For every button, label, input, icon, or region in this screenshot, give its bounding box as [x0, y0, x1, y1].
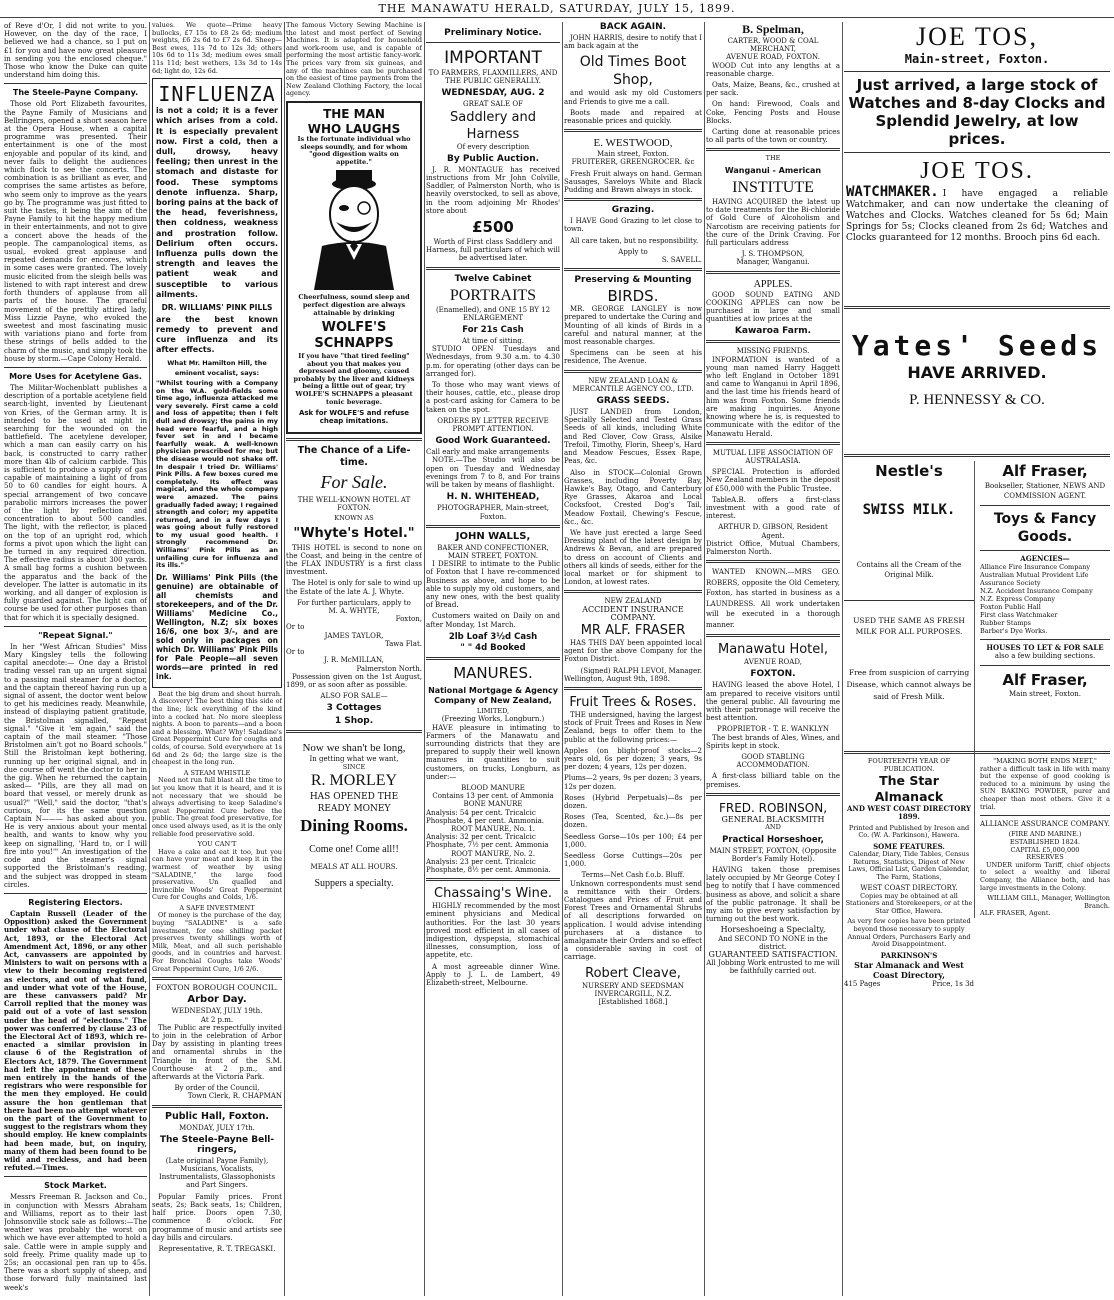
advert-title: Star Almanack and West Coast Directory, — [854, 959, 964, 980]
notice-title: Saddlery and Harness — [450, 109, 536, 142]
notice-title: Grazing. — [611, 205, 655, 216]
column-4 — [426, 22, 560, 1296]
advert-text: HOUSES TO LET & FOR SALE — [986, 643, 1104, 653]
notice-text: The best brands of Ales, Wines, and Spirits kept in stock. — [706, 733, 840, 750]
notice-title: Chassaing's Wine. — [434, 886, 552, 902]
notice-title: Robert Cleave, — [585, 965, 681, 981]
article-heading: More Uses for Acetylene Gas. — [9, 371, 142, 381]
notice-text: HAVING ACQUIRED the latest up to date treatments for the Bi-chloride of Gold Cure of Alcoholism and Narcotism are receiving patients for the cure of the Drink Craving. For full particulars address — [706, 198, 840, 248]
notice-signature: J. S. THOMPSON, — [741, 250, 805, 259]
notice-title: Dining Rooms. — [300, 816, 408, 836]
notice-title: PORTRAITS — [449, 286, 537, 304]
notice-text: (Freezing Works, Longburn.) — [441, 715, 545, 724]
notice-text: AVENUE ROAD, FOXTON. — [726, 53, 820, 62]
notice-title: Arbor Day. — [187, 994, 247, 1006]
notice-text: [Established 1868.] — [598, 998, 668, 1007]
notice-title: MANURES. — [453, 663, 533, 682]
notice-text: JOHN HARRIS, desire to notify that I am back again at the — [564, 34, 702, 51]
notice-text: TO FARMERS, FLAXMILLERS, AND THE PUBLIC GENERALLY. — [428, 69, 558, 86]
advert-text: are the best known remedy to prevent and cure influenza and its after effects. — [156, 315, 278, 355]
advert-text: AND WEST COAST DIRECTORY 1899. — [846, 804, 971, 822]
advert-text: Bookseller, Stationer, NEWS AND COMMISSION AGENT. — [984, 482, 1106, 500]
notice-title: Old Times Boot Shop, — [579, 54, 687, 89]
notice-text: AVENUE ROAD, — [744, 658, 802, 667]
notice-text: MAIN STREET, FOXTON, (Opposite Border's Family Hotel). — [709, 846, 837, 863]
notice-item: ROOT MANURE, No. 2. — [450, 849, 536, 858]
notice-title: Public Hall, Foxton. — [165, 1110, 269, 1122]
notice-text: PHOTOGRAPHER, Main-street, Foxton. — [436, 504, 550, 521]
notice-title: Now we shan't be long, — [302, 742, 406, 755]
notice-text: Apples (on blight-proof stocks—2 years old, 6s per dozen; 3 years, 9s per dozen; 4 years, 12s per dozen. — [564, 746, 702, 772]
notice-title: Fruit Trees & Roses. — [569, 694, 697, 710]
advert-text: Main street, Foxton. — [1008, 689, 1081, 698]
advert-title: Yates' Seeds — [851, 329, 1103, 362]
advert-text: P. HENNESSY & CO. — [909, 392, 1045, 408]
notice-text: I DESIRE to intimate to the Public of Foxton that I have re-commenced Business as above, and hope to be able to supply my old customers, and any new ones, with the best quality of Bread. — [426, 560, 560, 610]
advert-text: Ask for WOLFE'S and refuse cheap imitations. — [298, 409, 410, 426]
notice-text: Roses (Hybrid Perpetuals)—8s per dozen. — [564, 793, 702, 810]
notice-date: MONDAY, JULY 17th. — [179, 1123, 255, 1132]
article-text: Messrs Freeman R. Jackson and Co., in conjunction with Messrs Abraham and Williams, report as to their last Johnsonville stock sale as follows:—The weather was probably the worst on which we have ever attempted to hold a sale. Cattle were in ample supply and sold freely. Prime quality made up to 25s; an occasional pen ran up to 45s. There was a short supply of sheep, and those forward fully maintained last week's — [4, 1193, 147, 1292]
notice-contact: Palmerston North. — [356, 664, 422, 673]
notice-text: AND — [765, 822, 781, 831]
advert-text: CAPITAL £5,000,000 — [1010, 845, 1080, 854]
notice-text: BAKER AND CONFECTIONER, MAIN STREET, FOXTON. — [437, 543, 549, 560]
column-3-intro: The famous Victory Sewing Machine is the latest and most perfect of Sewing Machines. It is adapted for household and work-room use, and is capable of performing the most artistic fancy-work. The prices vary from six guineas, and any of the machines can be purchased on the easiest of time payments from the New Zealand Clothing Factory, the local agency. — [286, 22, 422, 98]
advert-title: Nestle's — [875, 462, 943, 480]
notice-text: WOOD Cut into any lengths at a reasonable charge. — [706, 61, 840, 78]
notice-text: Or to — [286, 623, 305, 632]
advert-text: Printed and Published by Ireson and Co. (W. A. Parkinson), Hawera. — [848, 823, 970, 840]
notice-contact: Foxton, — [395, 615, 422, 624]
advert-subheading: WATCHMAKER. — [846, 184, 939, 200]
notice-text: Customers waited on Daily on and after Monday, 1st March. — [426, 612, 560, 629]
notice-text: Unknown correspondents must send a remittance with their Orders. Catalogues and Prices of Fruit and Forest Trees and Ornamental Shrubs of all descriptions forwarded on application. I would advise intending purchasers at a distance to amalgamate their Orders and so effect a considerable saving in cost of carriage. — [564, 879, 702, 962]
notice-text: At time of sitting. — [462, 337, 524, 346]
notice-title: R. MORLEY — [310, 772, 398, 790]
notice-text: Plums—2 years, 9s per dozen; 3 years, 12s per dozen. — [564, 774, 702, 791]
advert-subheading: HAVE ARRIVED. — [907, 363, 1047, 382]
notice-heading: National Mortgage & Agency Company of New Zealand, — [428, 685, 558, 705]
notice-text: THE — [765, 154, 781, 163]
masthead: THE MANAWATU HERALD, SATURDAY, JULY 15, 1899. — [0, 0, 1114, 18]
advert-text: Copies may be obtained at all Stationers and Storekeepers, or at the Star Office, Hawera. — [845, 891, 973, 915]
notice-price: For 21s Cash — [462, 325, 524, 336]
notice-text: Analysis: 32 per cent. Tricalcic Phosphate, 7½ per cent. Ammonia — [426, 833, 549, 850]
notice-text: GREAT SALE OF — [463, 100, 523, 109]
advert-text: also a few building sections. — [994, 652, 1096, 661]
advert-subheading: YOU CAN'T — [197, 840, 237, 849]
notice-text: INVERCARGILL, N.Z. — [594, 989, 672, 998]
notice-text: ORDERS BY LETTER RECEIVE PROMPT ATTENTION. — [437, 416, 549, 434]
advert-title: SWISS MILK. — [862, 502, 956, 518]
advert-signature: WILLIAM GILL, Manager, Wellington Branch. — [987, 894, 1110, 910]
notice-text: ALSO FOR SALE— — [320, 692, 388, 701]
notice-text: SPECIAL Protection is afforded New Zealand members in the deposit of £50,000 with the Public Trustee. — [706, 468, 840, 493]
notice-title: E. WESTWOOD, — [593, 137, 673, 150]
advert-text: If you have "that tired feeling" about you that makes you depressed and gloomy, caused probably by the liver and kidneys being a little out of gear, try WOLFE'S SCHNAPPS a pleasant tonic beverage. — [293, 352, 415, 406]
notice-signature: S. SAVELL. — [661, 256, 702, 265]
notice-contact: JAMES TAYLOR, — [324, 631, 384, 640]
advert-text: Free from suspicion of carrying Disease, which cannot always be said of Fresh Milk. — [846, 668, 972, 701]
advert-subheading: SOME FEATURES. — [873, 841, 945, 851]
notice-title: Manawatu Hotel, — [717, 642, 829, 658]
notice-text: District Office, Mutual Chambers, Palmerston North. — [706, 539, 840, 556]
notice-text: NOTE.—The Studio will also be open on Tuesday and Wednesday evenings from 7 to 8, and For trains will be taken by means of flashlight. — [426, 456, 560, 490]
notice-text: Call early and make arrangements — [426, 448, 549, 457]
notice-text: LIMITED, — [476, 706, 510, 715]
advert-title: INFLUENZA — [158, 82, 276, 107]
notice-text: Contains 13 per cent. of Ammonia — [432, 792, 554, 801]
notice-title: INSTITUTE — [732, 179, 814, 197]
notice-text: STUDIO OPEN Tuesdays and Wednesdays, from 9.30 a.m. to 4.30 p.m. for operating (other days can be arranged for). — [426, 345, 560, 378]
notice-text: MR. GEORGE LANGLEY is now prepared to undertake the Curing and Mounting of all kinds of Birds in a careful and natural manner, at the most reasonable charges. — [564, 305, 702, 347]
advert-subheading: Main-street, Foxton. — [904, 52, 1050, 66]
influenza-advert — [152, 78, 282, 688]
advert-subheading: What Mr. Hamilton Hill, the eminent vocalist, says: — [167, 359, 267, 378]
notice-text: GENERAL BLACKSMITH — [721, 814, 825, 824]
notice-order: By order of the Council, — [174, 1084, 260, 1093]
notice-price: 2lb Loaf 3½d Cash — [448, 631, 538, 642]
notice-text: JUST LANDED from London, Specially Selected and Tested Grass Seeds of all kinds, including White and Red Clover, Cow Grass, Alsike Trefoil, Timothy, Florin, Sheep's, Hard and Meadow Fescues, Essex Rape, Peas, &c. — [564, 408, 702, 466]
notice-text: Or to — [286, 648, 305, 657]
notice-contact: Tawa Flat. — [385, 639, 422, 648]
advert-subheading: PARKINSON'S — [880, 950, 938, 960]
notice-text: THE WELL-KNOWN HOTEL AT FOXTON. — [297, 495, 411, 512]
advert-text: rather a difficult task in life with many but the expense of good cooking is reduced to a minimum by using the SUN BAKING POWDER, purer and cheaper than most others. Give it a trial. — [980, 764, 1110, 811]
notice-text: Suppers a specialty. — [314, 878, 394, 890]
notice-title: Kawaroa Farm. — [734, 326, 812, 337]
advert-text: Beat the big drum and shout hurrah. A discovery! The best thing this side of the line; lick everything of the kind into a cocked hat. No more sleepless nights. A boon to parents—and a boon and a blessing. What? Why! Saladine's Great Peppermint Cure for coughs and colds, of course. Sold everywhere at 1s 6d and 2s 6d; the large size is the cheapest in the long run. — [152, 689, 282, 767]
notice-title: "Whyte's Hotel." — [293, 525, 415, 541]
notice-title: The Chance of a Life-time. — [297, 444, 411, 468]
notice-text: On hand: Firewood, Coals and Coke, Fencing Posts and House Blocks. — [706, 100, 840, 125]
advert-text: Price, 1s 3d — [931, 979, 974, 988]
advert-title: WHO LAUGHS — [307, 121, 401, 136]
advert-text: RESERVES — [1026, 853, 1064, 862]
column-1-intro: of Reve d'Or, I did not write to you. However, on the day of the race, I believed we had a chance, so I put on £1 for you and have now great pleasure in sending you the enclosed cheque." Those who know the Duke can quite understand him doing this. — [4, 22, 147, 80]
notice-title: JOHN WALLS, — [455, 530, 531, 542]
advert-text: Is the fortunate individual who sleeps soundly, and for whom "good digestion waits on appetite." — [297, 134, 411, 166]
advert-signature: ALF. FRASER, Agent. — [980, 909, 1051, 918]
advert-text: Calendar, Diary, Tide Tables, Census Returns, Statistics, Digest of New Laws, Official List, Garden Calendar, The Farm, Stations, — [848, 849, 970, 881]
advert-subheading: A STEAM WHISTLE — [183, 768, 251, 777]
notice-contact: M. A. WHYTE, — [328, 607, 380, 616]
notice-text: NURSERY AND SEEDSMAN — [582, 981, 684, 990]
notice-signature: H. N. WHITEHEAD, — [446, 492, 540, 503]
notice-text: For further particulars, apply to — [297, 598, 411, 607]
article-heading: Registering Electors. — [28, 897, 123, 907]
advert-list: Alliance Fire Insurance Company Australian Mutual Provident Life Assurance Society N.Z. Accident Insurance Company N.Z. Express Company Foxton Public Hall First class Watchmaker Rubber Stamps Barber's Dye Works. — [980, 563, 1093, 636]
article-text: Those old Port Elizabeth favourites, the Payne Family of Musicians and Bellringers, opened a short season here at the Opera House, when a capital programme was presented. Their entertainment is one of the most enjoyable and popular of its kind, and never fails to delight the audiences which flock to see the concerts. The combination is as brilliant as ever, and comprises the same artistes as before, who seem only to improve as the years go by. The programme was just fitted to suit the tastes, it being the aim of the Payne Family to hit the happy medium in their entertainments, and not to give a concert above the heads of the people. The campanological items, as usual, evoked great applause and repeated demands for encores, which in some cases were granted. The lovely music elicited from the sleigh bells was listened to with rapt interest and drew forth thunders of applause from all parts of the house. The graceful movement of the prettily attired lady, Miss Lizzie Payne, who evoked the sweetest and most fascinating music with variations piano and forte from these strings of bells added to the charm of the music, and simply took the house by storm.—Cape Colony Herald. — [4, 100, 147, 363]
advert-text: Of money is the purchase of the day, buying "SALADINE" is a safe investment, for one shilling packet preserves twenty shillings worth of Milk, Meat, and all such perishable goods, and in countries and harvest. For Bronchial Coughs take Woods' Great Peppermint Cure, 1/6 2/6. — [152, 911, 282, 973]
advert-title: JOE TOS. — [920, 158, 1034, 184]
notice-text: Also in STOCK—Colonial Grown Grasses, including Poverty Bay, Hawke's Bay, Otago, and Canterbury Rye Grasses, Akaroa and Local Cocksfoot, Crested Dog's Tail, Meadow Foxtail, Chewing's Fescue, &c., &c. — [564, 468, 702, 526]
advert-footer: Dr. Williams' Pink Pills (the genuine) are obtainable of all chemists and storekeepers, and of the Dr. Williams' Medicine Co., Wellington, N.Z; six boxes 16/6, one box 3/-, and are sold only in packages on which Dr. Williams' Pink Pills for Pale People—all seven words—are printed in red ink. — [156, 572, 278, 681]
notice-title: The Steele-Payne Bell-ringers, — [159, 1134, 275, 1155]
notice-text: The Public are respectfully invited to join in the celebration of Arbor Day by assisting in planting trees and ornamental shrubs in the Triangle in front of the S.M. Courthouse at 2 p.m., and afterwards at the Victoria Park. — [152, 1023, 282, 1082]
notice-text: Boots made and repaired at reasonable prices and quickly. — [564, 108, 702, 126]
article-text: Captain Russell (Leader of the Opposition) asked the Government under what clause of the Electoral Act, 1893, or the Electoral Act Amendment Act, 1896, or any other Act, canvassers are appointed by Ministers to wait on persons with a view to their becoming registered as electors, and out of what fund, and under what vote of the House, are these canvassers paid? Mr Carroll replied that the money was paid out of a vote of last session under the head of "elections." The power was conferred by clause 23 of the Electoral Act of 1893, which re-enacted a similar provision in clause 6 of the Registration of Electors Act, 1879. The Government had left the appointment of these men entirely in the hands of the registrars who were responsible for the men they employed. He could assure the hon gentleman that there had been no attempt whatever on the part of the Government to suggest to the registrars whom they should employ. He knew complaints had been made, but, on inquiry, many of them had been found to be wild and reckless, and had been refuted.—Times. — [4, 908, 147, 1173]
notice-signature: Representative, R. T. TREGASKI. — [158, 1244, 276, 1253]
notice-item: 3 Cottages — [326, 703, 382, 714]
notice-text: Specimens can be seen at his residence, The Avenue. — [564, 349, 702, 366]
notice-text: FOXTON. — [750, 669, 796, 680]
advert-text: I have engaged a reliable Watchmaker, and can now undertake the cleaning of Watches and Clocks. Watches cleaned for 5s 6d; Main Springs for 5s; Clocks cleaned from 2s 6d; Watches and Clocks guaranteed for 12 months. Brooch pins 6d each. — [846, 189, 1108, 243]
notice-heading: NEW ZEALAND LOAN & MERCANTILE AGENCY CO., LTD. — [572, 376, 694, 393]
notice-item: BONE MANURE — [463, 800, 523, 809]
column-6 — [706, 22, 840, 1296]
notice-text: By Public Auction. — [446, 153, 540, 164]
column-2-intro: values. We quote—Prime heavy bullocks, £7 15s to £8 2s 6d; medium weights, £6 2s 6d to £7 2s 6d. Sheep—Best ewes, 11s 7d to 12s 3d; others 10s 6d to 11s 3d; medium ewes small 11s 11d; best wethers, 13s 3d to 14s 6d; light do, 12s 6d. — [152, 22, 282, 75]
notice-text: A most agreeable dinner Wine. Apply to J. L. de Lambert, 49 Elizabeth-street, Melbourne. — [426, 962, 560, 988]
notice-text: HAVING taken those premises lately occupied by Mr George Cotey I beg to notify that I have commenced business as above, and solicit a share of the public patronage. It shall be my aim to give every satisfaction by turning out the best work. — [706, 865, 840, 924]
notice-date: WEDNESDAY, JULY 19th. — [171, 1007, 263, 1016]
notice-text: All care taken, but no responsibility. — [570, 236, 699, 245]
article-text: The Militar-Wochenblatt publishes a description of a portable acetylene field search-light, invented by Lieutenant von Kries, of the German army. It is intended to be used at night in searching for the wounded on the battlefield. The acetylene developer, which a man can easily carry on his back, is constructed to carry rather more than 4lb of calcium carbide. This is sufficient to produce a supply of gas capable of maintaining a light of from 50 to 60 candles for eight hours. A special arrangement of two concave parabolic mirrors increases the power of the light by reflection and concentration to about 500 candles. The light, with the reflector, is placed on the top of an upright rod, which forms a pivot upon which the light can be turned in any required direction. The effective radius is about 300 yards. A small bag forms a cushion between the apparatus and the back of the developer. The latter is automatic in its working, and all danger of explosion is fully guarded against. The light can of course be used for other purposes than that for which it is specially designed. — [4, 383, 147, 622]
notice-text: The Hotel is only for sale to wind up the Estate of the late A. J. Whyte. — [286, 579, 422, 596]
notice-text: Of every description — [456, 142, 530, 151]
notice-date: Wellington, August 9th, 1898. — [564, 674, 670, 683]
notice-text: Seedless Gorse—10s per 100; £4 per 1,000. — [564, 832, 702, 849]
notice-text: In getting what we want, — [309, 755, 399, 764]
alliance-advert — [980, 758, 1110, 918]
notice-contact: J. R. McMILLAN, — [324, 656, 384, 665]
advert-title: Alf Fraser, — [1002, 670, 1088, 689]
advert-text — [844, 185, 1110, 246]
notice-text: Analysis: 23 per cent. Tricalcic Phosphate, 8½ per cent. Ammonia. — [426, 857, 551, 874]
notice-heading: MUTUAL LIFE ASSOCIATION OF AUSTRALASIA. — [712, 448, 834, 465]
notice-text: (Enamelled), and ONE 15 BY 12 ENLARGEMENT — [435, 305, 551, 322]
advert-text: FOURTEENTH YEAR OF PUBLICATION. — [867, 757, 951, 773]
notice-title: BIRDS. — [607, 287, 659, 306]
notice-text: HAVING leased the above Hotel, I am prepared to receive visitors until the general public. All favouring me with their patronage will receive the best attention. — [706, 681, 840, 723]
notice-text: Fresh Fruit always on hand. German Sausages, Saveloys White and Black Pudding and Brawn always in stock. — [564, 169, 702, 195]
notice-heading: Wanganui - American — [724, 166, 822, 176]
notice-text: Analysis: 54 per cent. Tricalcic Phosphate, 4 per cent. Ammonia. — [426, 808, 544, 825]
advert-title: JOE TOS, — [916, 22, 1038, 51]
notice-text: Terms—Net Cash f.o.b. Bluff. — [581, 871, 685, 880]
notice-text: and would ask my old Customers and Friends to give me a call. — [564, 89, 702, 106]
advert-text: Have a cake and eat it too, but you can have your meat and keep it in the warmest of weather by using "SALADINE," the large food preservative. Un qualled and Invincible Woods' Great Peppermint Cure for Coughs and Colds, 1/6. — [152, 847, 282, 902]
advert-pair-bottom — [844, 757, 1110, 988]
notice-heading: Preliminary Notice. — [444, 28, 542, 38]
notice-text: J. R. MONTAGUE has received instructions from Mr John Colville, Saddler, of Palmerston North, who is heavily overstocked, to sell as above, in the room adjoining Mr Rhodes' store about — [426, 165, 560, 215]
column-2 — [152, 22, 282, 1296]
notice-text: Seedless Gorse Cuttings—20s per 1,000. — [564, 852, 702, 869]
notice-text: Come one! Come all!! — [309, 844, 399, 856]
notice-heading: FOXTON BOROUGH COUNCIL. — [155, 983, 279, 993]
notice-text: HAS THIS DAY been appointed local agent for the above Company for the Foxton District. — [564, 638, 702, 664]
notice-text: THE undersigned, having the largest stock of Fruit Trees and Roses in New Zealand, begs to offer them to the public at the following prices:— — [564, 710, 702, 744]
notice-heading: ACCIDENT INSURANCE COMPANY. — [582, 604, 684, 622]
alf-fraser-advert — [980, 461, 1110, 698]
notice-text: THIS HOTEL is second to none on the Coast, and being in the centre of the FLAX INDUSTRY is a first class investment. — [286, 543, 422, 577]
notice-heading: MISSING FRIENDS. — [736, 347, 810, 356]
wolfes-schnapps-advert — [286, 101, 422, 434]
notice-text: GOOD STABLING ACCOMMODATION. — [736, 752, 810, 770]
advert-title: ALLIANCE ASSURANCE COMPANY. — [980, 820, 1110, 829]
notice-text: A first-class billiard table on the premises. — [706, 772, 840, 789]
notice-text: Worth of First class Saddlery and Harness, full particulars of which will be advertised later. — [426, 238, 560, 263]
notice-text: INFORMATION is wanted of a young man named Harry Haggett who left England in October 1891 and came to Wanganui in April 1896, and the last time his friends heard of him was from Foxton. Some friends are making inquiries. Anyone knowing where he is, is requested to communicate with the editor of the Manawatu Herald. — [706, 355, 840, 438]
notice-title: FRED. ROBINSON, — [718, 800, 828, 815]
notice-text: GUARANTEED SATISFACTION. — [708, 950, 838, 960]
notice-text: Apply to — [618, 247, 648, 256]
advert-subheading: "MAKING BOTH ENDS MEET," — [993, 757, 1097, 765]
column-3 — [286, 22, 422, 1296]
article-text: In her "West African Studies" Miss Mary Kingsley tells the following capital anecdote:— One day a Bristol trading vessel ran up an urgent signal to a passing mail steamer for a doctor, and the captain thereof having run up a signal of assent, the doctor went below to get his medicines ready. Meanwhile, instead of displaying patient gratitude, the Bristolman signalled, "Repeat signal." "Give it 'em again," said the captain of the mail steamer. "Those Bristolmen ain't got no Board schools." Still the Bristolman kept bothering, running up her original signal, and in due course off went the doctor to her in the gig. When he returned the captain asked— "Pills, are they all mad on board that vessel, or merely drunk as usual?" "Well," said the doctor, "that's curious, for its the same question Captain N——— has asked about you. He is very anxious about your mental health, and wants to know why you keep on signalling, 'Hard to, or I will fire into you!'" An investigation of the code and the steamer's signal supported the Bristolman's reading, and the subject was dropped in steam circles. — [4, 642, 147, 889]
notice-text: (Late original Payne Family), Musicians, Vocalists, Instrumentalists, Glassophonists and Part Singers. — [158, 1156, 276, 1190]
advert-brand: SCHNAPPS — [314, 336, 394, 352]
notice-item: ROOT MANURE, No. 1. — [450, 824, 536, 833]
notice-text: Horseshoeing a Specialty, — [720, 925, 826, 935]
article-heading: The Steele-Payne Company. — [12, 88, 139, 98]
notice-text: We have just erected a large Seed Dressing plant of the latest design by Andrews & Bevan, and are prepared to dress on account of Clients and others all kinds of seeds, either for the local market or for shipment to London, at lowest rates. — [564, 528, 702, 587]
notice-heading: Preserving & Mounting — [574, 275, 692, 286]
notice-text: And SECOND TO NONE in the district. — [718, 934, 828, 951]
notice-title: MR ALF. FRASER — [580, 622, 686, 638]
nestle-advert — [844, 461, 974, 706]
notice-text: HAS OPENED THE — [309, 792, 399, 803]
advert-text: Need not run full blast all the time to let you know that it is heard, and it is not necessary that we should be always advertising to keep Saladine's great Peppermint Cure before the public. The great food preservative, for once used always used, as it is the only reliable food preservative sold. — [152, 776, 282, 838]
article-heading: Stock Market. — [44, 1181, 107, 1191]
notice-text: I HAVE Good Grazing to let close to town. — [564, 217, 702, 234]
advert-title: Alf Fraser, — [1002, 462, 1088, 480]
column-5 — [564, 22, 702, 1296]
notice-text: WANTED KNOWN.—MRS GEO. ROBERS, opposite the Old Cemetery, Foxton, has started in business as a LAUNDRESS. All work undertaken will be executed in a thorough manner. — [706, 568, 840, 629]
notice-heading: NEW ZEALAND — [604, 597, 662, 606]
notice-text: All Jobbing Work entrusted to me will be faithfully carried out. — [706, 959, 840, 976]
advert-text: AGENCIES— — [1020, 554, 1070, 563]
advert-text: UNDER uniform Tariff, chief objects to select a wealthy and liberal Company, the Alliance both, and has large investments in the Colony. — [980, 860, 1110, 892]
notice-text: CARTER, WOOD & COAL MERCHANT, — [727, 37, 819, 54]
advert-text: is not a cold; it is a fever which arises from a cold. It is especially prevalent now. First a cold, then a dull, drowsy, heavy feeling; then unrest in the stomach and distaste for food. These symptoms denote influenza. Sharp, boring pains at the back of the head, feverishness, then coldness, weakness and prostration follow. Delirium often occurs. Influenza pulls down the strength and leaves the patient weak and susceptible to various ailments. — [156, 106, 278, 299]
advert-subheading: WEST COAST DIRECTORY. — [860, 884, 958, 893]
notice-signature: Manager, Wanganui. — [736, 258, 810, 267]
advert-text: Cheerfulness, sound sleep and perfect digestion are always attainable by drinking — [298, 293, 410, 317]
advert-text: 415 Pages — [844, 979, 881, 988]
notice-text: READY MONEY — [317, 804, 391, 815]
column-7 — [844, 22, 1110, 1296]
notice-text: Popular Family prices. Front seats, 2s; Back seats, 1s; Children, half price. Doors open 7.30, commence 8 o'clock. For programme of music and artists see day bills and circulars. — [152, 1192, 282, 1242]
notice-title: IMPORTANT — [444, 48, 542, 68]
notice-text: To those who may want views of their houses, cattle, etc., please drop a post-card asking for Camera to be taken on the spot. — [426, 381, 560, 414]
advert-text: As very few copies have been printed beyond those necessary to supply Annual Orders, Purchasers Early and Avoid Disappointment. — [847, 917, 971, 949]
notice-text: Roses (Tea, Scented, &c.)—8s per dozen. — [564, 813, 702, 830]
notice-text: SINCE — [342, 762, 366, 771]
advert-text: (FIRE AND MARINE.) — [1008, 830, 1082, 839]
notice-item: BLOOD MANURE — [461, 783, 525, 792]
notice-text: HAVE pleasure in intimating to Farmers of the Manawatu and surrounding districts that they are prepared to supply their well known manures in quantities to suit customers, on trucks, Longburn, as under:— — [426, 723, 560, 781]
advert-brand: WOLFE'S — [321, 320, 387, 336]
advert-title: THE MAN — [323, 106, 385, 121]
column-1 — [4, 22, 147, 1296]
laughing-man-illustration — [306, 170, 402, 290]
notice-text: KNOWN AS — [334, 514, 374, 523]
advert-title: The Star Almanack — [874, 773, 944, 805]
advert-subheading: A SAFE INVESTMENT — [179, 903, 255, 912]
notice-text: MEALS AT ALL HOURS. — [310, 863, 398, 872]
notice-title: For Sale. — [320, 471, 388, 492]
notice-text: Carting done at reasonable prices to all parts of the town or country. — [706, 128, 840, 145]
advert-brand: DR. WILLIAMS' PINK PILLS — [161, 303, 273, 313]
notice-heading: Practical Horseshoer, — [722, 834, 824, 845]
advert-text: ESTABLISHED 1824. — [1009, 837, 1081, 846]
notice-item: 1 Shop. — [334, 716, 374, 727]
notice-text: TableA.B. offers a first-class investment with a good rate of interest. — [706, 495, 840, 521]
notice-title: BACK AGAIN. — [599, 22, 667, 32]
notice-text: FRUITERER, GREENGROCER. &c — [571, 158, 695, 167]
advert-quote: "Whilst touring with a Company on the W.A. gold-fields some time ago, influenza attacked me very severely. First came a cold and loss of appetite; then I felt dull and drowsy; the pains in my head were fearful, and a high fever set in and I became fearfully weak. A well-known physician prescribed for me; but the disease would not shake off. In despair I tried Dr. Williams' Pink Pills. A few boxes cured me completely. Its effect was magical, and the whole company were amazed. The pains gradually faded away; I regained strength and color; my appetite returned, and in a few days I was going about fully restored to my usual good health. I strongly recommend Dr. Williams' Pink Pills as an unfailing cure for influenza and its ills." — [156, 379, 278, 570]
notice-signature: ARTHUR D. GIBSON, Resident Agent. — [718, 523, 828, 540]
notice-amount: £500 — [472, 218, 514, 237]
notice-text: HIGHLY recommended by the most eminent physicians and Medical authorities. For the last 30 years proved most efficient in all cases of indigestion, dyspepsia, stomachical illnesses, consumption, loss of appetite, etc. — [426, 902, 560, 960]
notice-signature: (Signed) RALPH LEVOI, Manager. — [580, 666, 702, 675]
notice-text: PROPRIETOR - T. E. WANKLYN — [717, 725, 829, 734]
advert-subheading: Toys & Fancy Goods. — [993, 511, 1097, 545]
advert-text: USED THE SAME AS FRESH MILK FOR ALL PURPOSES. — [853, 616, 965, 636]
notice-date: WEDNESDAY, AUG. 2 — [441, 88, 545, 99]
notice-title: APPLES. — [753, 278, 793, 290]
notice-time: At 2 p.m. — [200, 1015, 234, 1024]
advert-text: Contains all the Cream of the Original Milk. — [856, 561, 962, 579]
notice-title: B. Spelman, — [742, 22, 804, 36]
notice-text: Good Work Guaranteed. — [435, 436, 551, 447]
notice-price: " " 4d Booked — [460, 642, 526, 653]
notice-text: Oats, Maize, Beans, &c., crushed at per sack. — [706, 81, 840, 98]
notice-signature: Town Clerk, R. CHAPMAN — [187, 1092, 282, 1101]
star-almanack-advert — [844, 758, 974, 988]
advert-text: Just arrived, a large stock of Watches and 8-day Clocks and Splendid Jewelry, at low prices. — [848, 76, 1106, 148]
notice-heading: Twelve Cabinet — [454, 273, 532, 284]
notice-text: Possession given on the 1st August, 1899, or as soon after as possible. — [286, 672, 422, 689]
article-heading: "Repeat Signal." — [38, 630, 113, 640]
notice-text: GOOD SOUND EATING AND COOKING APPLES can now be purchased in large and small quantities at low prices at the — [706, 290, 840, 324]
notice-text: Main street, Foxton. — [596, 150, 669, 159]
notice-title: GRASS SEEDS. — [596, 396, 670, 407]
